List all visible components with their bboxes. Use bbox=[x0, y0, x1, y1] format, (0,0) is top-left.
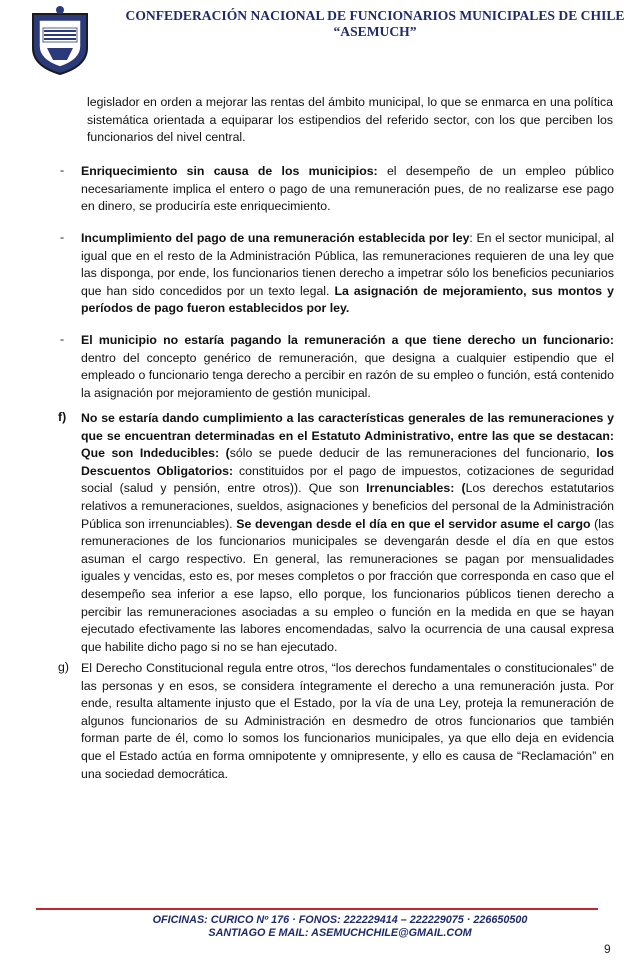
bullet-1 bbox=[81, 163, 614, 216]
bullet-dash-1: - bbox=[60, 163, 65, 177]
page-number: 9 bbox=[604, 942, 611, 956]
item-f-b3: Irrenunciables: ( bbox=[366, 481, 466, 496]
bullet-dash-3: - bbox=[60, 332, 65, 346]
footer bbox=[60, 914, 620, 940]
header-title bbox=[120, 8, 630, 40]
item-f-t4: (las remuneraciones de los funcionarios municipales se devengarán desde el día en que estos asuman el cargo respectivo. En general, las remuneraciones se pagan por mensualidades iguales y vencidas, esto es, por meses completos o por fracción que corresponda en caso que el desempeño sea inferior a ese lapso, ello porque, los funcionarios públicos tienen derecho a percibir las remuneraciones asociadas a su empleo o función en la medida en que se hayan ejecutado efectivamente las labores encomendadas, salvo la ocurrencia de una causal expresa que habilite dicho pago si no se han ejecutado. bbox=[81, 516, 614, 654]
footer-rule bbox=[36, 908, 598, 910]
item-f-b1: No se estaría dando cumplimiento a las características generales de las remuneraciones y que se encuentran determinadas en el Estatuto Administrativo, entre las que se destacan: Que son Indeducibles: ( bbox=[81, 411, 614, 461]
bullet-2 bbox=[81, 230, 614, 318]
item-g-letter: g) bbox=[58, 660, 69, 674]
item-f-t2: constituidos por el pago de impuestos, cotizaciones de seguridad social (salud y pensión, entre otros)). Que son bbox=[81, 463, 614, 496]
intro-paragraph bbox=[87, 94, 613, 147]
bullet-dash-2: - bbox=[60, 230, 65, 244]
item-f bbox=[81, 410, 614, 656]
item-f-b2: los Descuentos Obligatorios: bbox=[81, 446, 614, 478]
item-g-text: El Derecho Constitucional regula entre otros, “los derechos fundamentales o constitucionales” de las personas y en esos, se considera íntegramente el derecho a una remuneración justa. Por ende, resulta altamente injusto que el Estado, por la vía de una Ley, proteja la remuneración de algunos funcionarios de su Administración en desmedro de otros funcionarios que también forman parte de él, como lo somos los funcionarios municipales, ya que ello deja en evidencia que el Estado actúa en forma omnipotente y omnipresente, y ello es causa de “Reclamación” en una sociedad democrática. bbox=[81, 661, 614, 781]
bullet-3-text: dentro del concepto genérico de remuneración, que designa a cualquier estipendio que el empleado o funcionario tenga derecho a percibir en razón de su empleo o función, está contenido la asignación por mejoramiento de gestión municipal. bbox=[81, 350, 614, 400]
bullet-2-bold2: La asignación de mejoramiento, sus montos y períodos de pago fueron establecidos por ley. bbox=[81, 283, 614, 316]
bullet-3 bbox=[81, 332, 614, 402]
item-f-b4: Se devengan desde el día en que el servidor asume el cargo bbox=[236, 516, 591, 531]
intro-text: legislador en orden a mejorar las rentas del ámbito municipal, lo que se enmarca en una política sistemática orientada a equiparar los estipendios del referido sector, con los que perciben los funcionarios del nivel central. bbox=[87, 95, 613, 145]
item-f-t3: Los derechos estatutarios relativos a remuneraciones, sueldos, asignaciones y beneficios del personal de la Administración Pública son irrenunciables). bbox=[81, 481, 614, 531]
item-f-letter: f) bbox=[58, 410, 67, 424]
item-g bbox=[81, 660, 614, 783]
bullet-2-bold: Incumplimiento del pago de una remuneración establecida por ley bbox=[81, 231, 470, 245]
header-title-line1: CONFEDERACIÓN NACIONAL DE FUNCIONARIOS MUNICIPALES DE CHILE bbox=[125, 8, 625, 23]
item-f-t1: sólo se puede deducir de las remuneraciones del funcionario, bbox=[229, 446, 597, 461]
header-title-line2: “ASEMUCH” bbox=[333, 24, 417, 39]
bullet-1-text: el desempeño de un empleo público necesariamente implica el entero o pago de una remuneración pues, de no realizarse ese pago en dinero, se produciría este enriquecimiento. bbox=[81, 164, 614, 214]
asemuch-logo bbox=[27, 4, 93, 76]
bullet-2-text: : En el sector municipal, al igual que en el resto de la Administración Pública, las remuneraciones requieren de una ley que las disponga, por ende, los funcionarios tienen derecho a impetrar sólo los beneficios pecuniarios que han sido concedidos por un texto legal. bbox=[81, 231, 614, 298]
bullet-1-bold: Enriquecimiento sin causa de los municipios: bbox=[81, 164, 378, 178]
bullet-3-bold: El municipio no estaría pagando la remuneración a que tiene derecho un funcionario: bbox=[81, 333, 614, 347]
footer-line1: OFICINAS: CURICO Nº 176 · FONOS: 222229414 – 222229075 · 226650500 bbox=[152, 914, 528, 926]
footer-line2: SANTIAGO E MAIL: ASEMUCHCHILE@GMAIL.COM bbox=[208, 927, 472, 939]
